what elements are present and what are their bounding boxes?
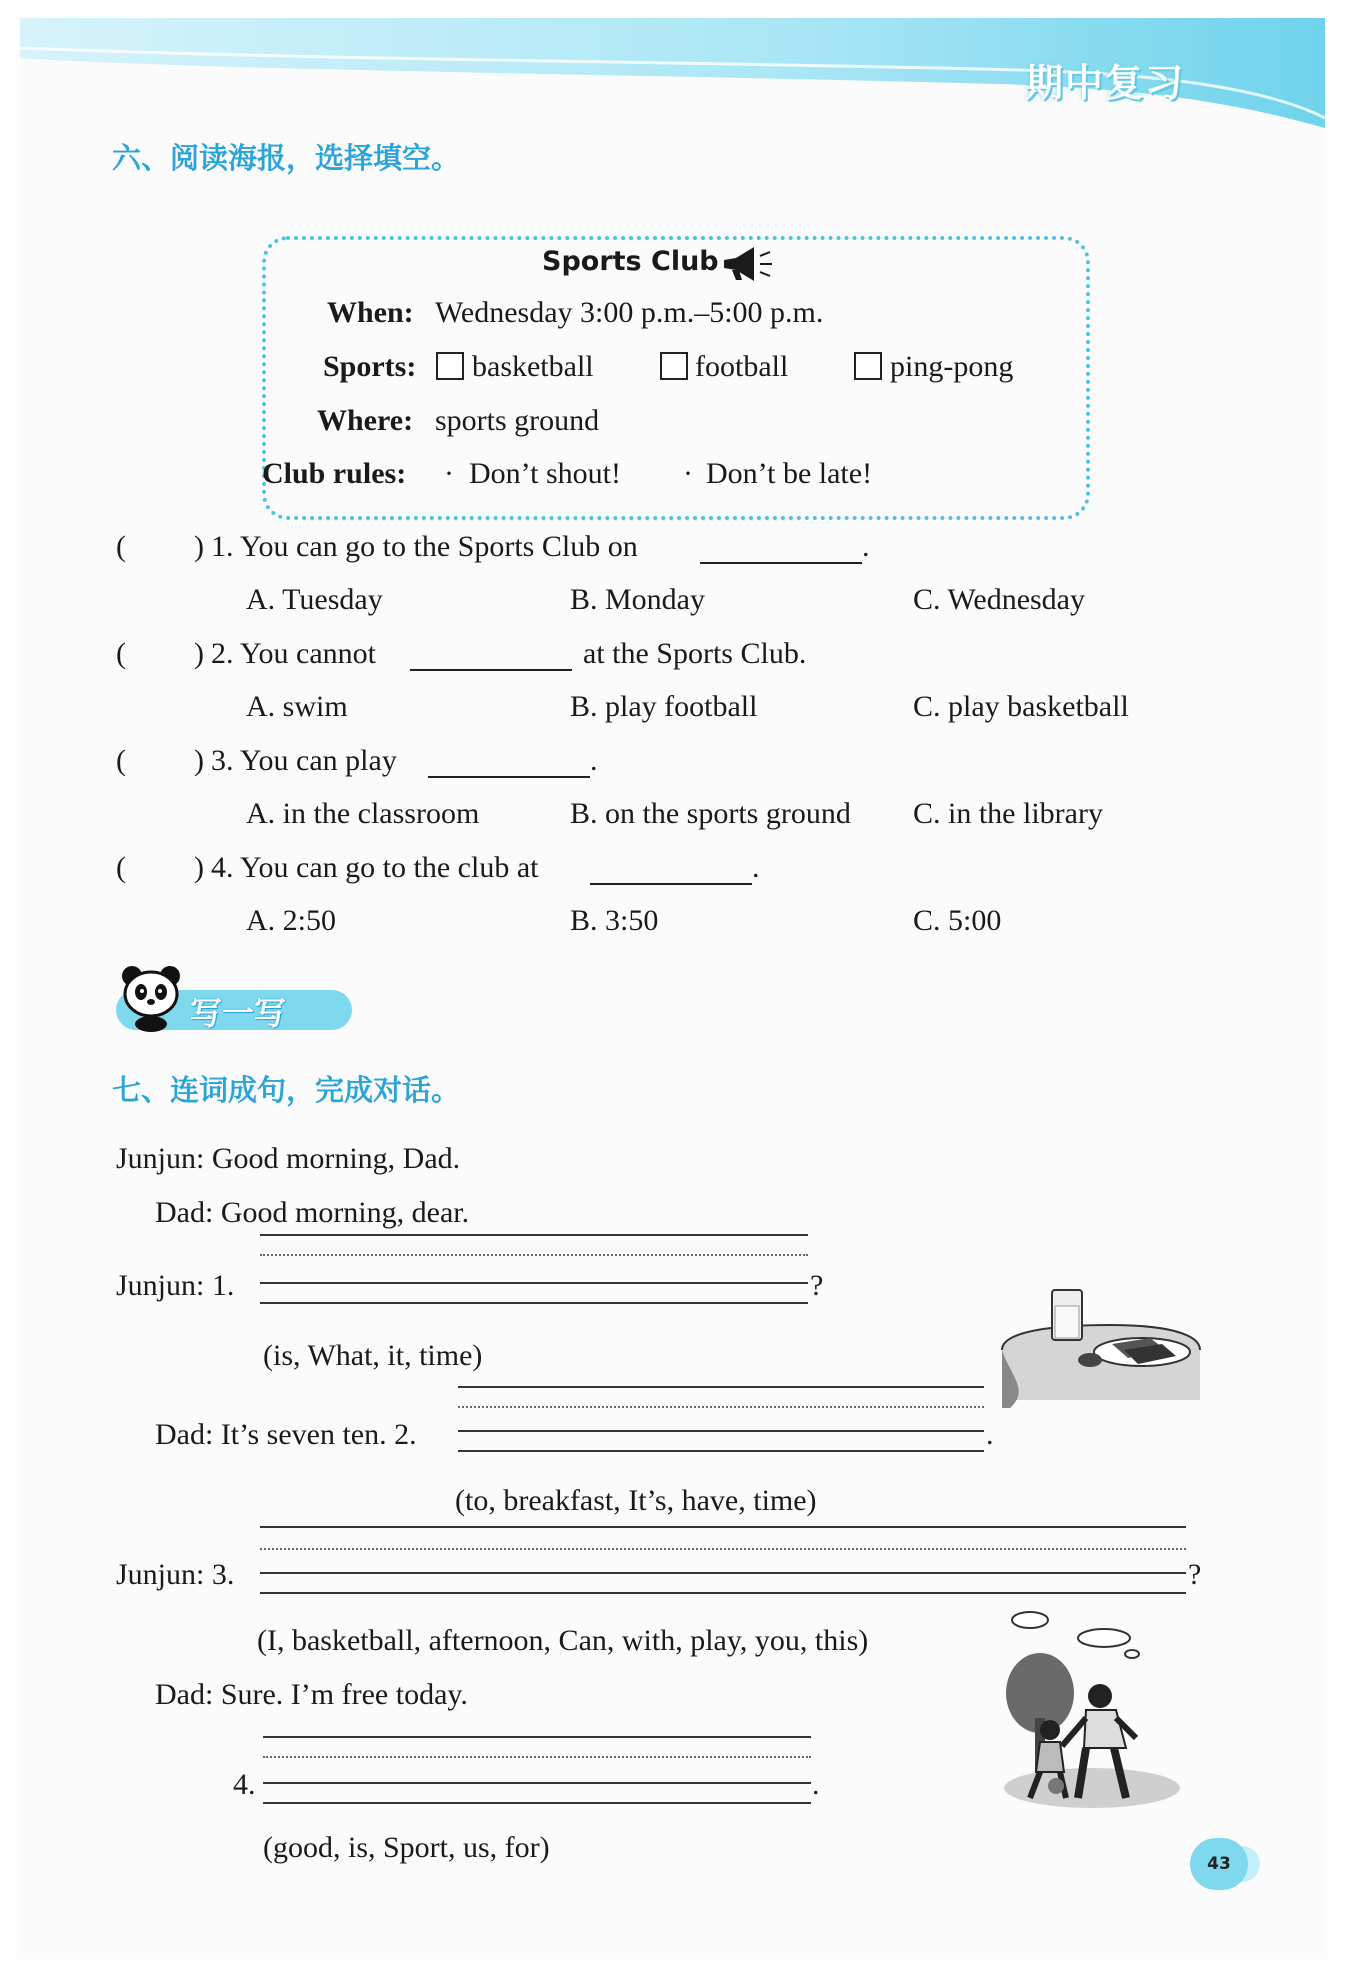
answer-paren-close: ) (194, 744, 204, 777)
option-4a: A. 2:50 (246, 904, 336, 937)
q2-end: . (986, 1418, 994, 1451)
option-4b: B. 3:50 (570, 904, 659, 937)
dialogue-line-2: Dad: Good morning, dear. (155, 1196, 470, 1229)
q4-words: (good, is, Sport, us, for) (263, 1831, 550, 1864)
q3-prefix: Junjun: 3. (116, 1558, 235, 1591)
checkbox-football[interactable] (660, 352, 688, 380)
answer-paren-open: ( (116, 744, 126, 777)
question-end: . (752, 851, 760, 884)
when-value: Wednesday 3:00 p.m.–5:00 p.m. (435, 296, 824, 329)
checkbox-ping-pong[interactable] (854, 352, 882, 380)
answer-paren-open: ( (116, 851, 126, 884)
option-2b: B. play football (570, 690, 758, 723)
megaphone-icon (718, 244, 776, 284)
q2-words: (to, breakfast, It’s, have, time) (455, 1484, 817, 1517)
write-banner-label: 写一写 (190, 994, 287, 1032)
writing-line-base[interactable] (263, 1782, 811, 1784)
q3-end: ? (1188, 1558, 1202, 1591)
question-2-after: at the Sports Club. (583, 637, 807, 670)
breakfast-illustration (1000, 1280, 1205, 1408)
answer-paren-close: ) (194, 637, 204, 670)
blank-line[interactable] (428, 776, 590, 778)
answer-box-q1[interactable] (132, 524, 200, 560)
answer-paren-close: ) (194, 851, 204, 884)
writing-line-top (260, 1526, 1186, 1528)
blank-line[interactable] (700, 562, 862, 564)
option-1c: C. Wednesday (913, 583, 1086, 616)
rule-2: Don’t be late! (706, 457, 873, 490)
question-2-stem: 2. You cannot (211, 637, 377, 670)
option-1a: A. Tuesday (246, 583, 383, 616)
option-3c: C. in the library (913, 797, 1103, 830)
section6-heading: 六、阅读海报，选择填空。 (112, 141, 461, 175)
writing-line-top (260, 1234, 808, 1236)
sports-label: Sports: (323, 350, 417, 383)
writing-line-base[interactable] (458, 1430, 984, 1432)
dialogue-line-dad: Dad: Sure. I’m free today. (155, 1678, 468, 1711)
panda-icon (118, 962, 184, 1032)
where-label: Where: (317, 404, 414, 437)
q1-end: ? (810, 1269, 824, 1302)
writing-line-bottom (458, 1450, 984, 1452)
option-2c: C. play basketball (913, 690, 1129, 723)
answer-paren-close: ) (194, 530, 204, 563)
q4-end: . (812, 1768, 820, 1801)
blank-line[interactable] (410, 669, 572, 671)
q4-prefix: 4. (233, 1768, 256, 1801)
poster-title: Sports Club (542, 246, 719, 277)
sport-football: football (695, 350, 789, 383)
page-number: 43 (1190, 1838, 1248, 1890)
answer-box-q3[interactable] (132, 738, 200, 774)
workbook-page (20, 18, 1325, 1953)
checkbox-basketball[interactable] (436, 352, 464, 380)
q1-words: (is, What, it, time) (263, 1339, 483, 1372)
sport-ping-pong: ping-pong (890, 350, 1014, 383)
writing-line-dotted (260, 1254, 808, 1256)
q1-prefix: Junjun: 1. (116, 1269, 235, 1302)
rules-label: Club rules: (262, 457, 407, 490)
option-2a: A. swim (246, 690, 348, 723)
question-3-stem: 3. You can play (211, 744, 397, 777)
where-value: sports ground (435, 404, 600, 437)
sport-basketball: basketball (472, 350, 594, 383)
q3-words: (I, basketball, afternoon, Can, with, play, you, this) (257, 1624, 869, 1657)
writing-line-base[interactable] (260, 1572, 1186, 1574)
writing-line-bottom (260, 1592, 1186, 1594)
banner-title: 期中复习 (1025, 61, 1186, 105)
dialogue-line-1: Junjun: Good morning, Dad. (116, 1142, 461, 1175)
section7-heading: 七、连词成句，完成对话。 (112, 1073, 461, 1107)
writing-line-bottom (263, 1802, 811, 1804)
q2-prefix: Dad: It’s seven ten. 2. (155, 1418, 417, 1451)
question-1-stem: 1. You can go to the Sports Club on (211, 530, 638, 563)
rule-1: Don’t shout! (469, 457, 621, 490)
when-label: When: (327, 296, 414, 329)
answer-box-q4[interactable] (132, 845, 200, 881)
question-4-stem: 4. You can go to the club at (211, 851, 539, 884)
option-3b: B. on the sports ground (570, 797, 851, 830)
option-1b: B. Monday (570, 583, 705, 616)
answer-paren-open: ( (116, 530, 126, 563)
rule-bullet: · (683, 457, 693, 490)
answer-box-q2[interactable] (132, 631, 200, 667)
option-3a: A. in the classroom (246, 797, 480, 830)
answer-paren-open: ( (116, 637, 126, 670)
writing-line-dotted (263, 1756, 811, 1758)
writing-line-dotted (260, 1548, 1186, 1550)
blank-line[interactable] (590, 883, 752, 885)
option-4c: C. 5:00 (913, 904, 1002, 937)
writing-line-base[interactable] (260, 1282, 808, 1284)
question-end: . (590, 744, 598, 777)
writing-line-top (458, 1386, 984, 1388)
question-end: . (862, 530, 870, 563)
writing-line-bottom (260, 1302, 808, 1304)
writing-line-top (263, 1736, 811, 1738)
writing-line-dotted (458, 1406, 984, 1408)
basketball-illustration (1000, 1598, 1185, 1818)
rule-bullet: · (444, 457, 454, 490)
